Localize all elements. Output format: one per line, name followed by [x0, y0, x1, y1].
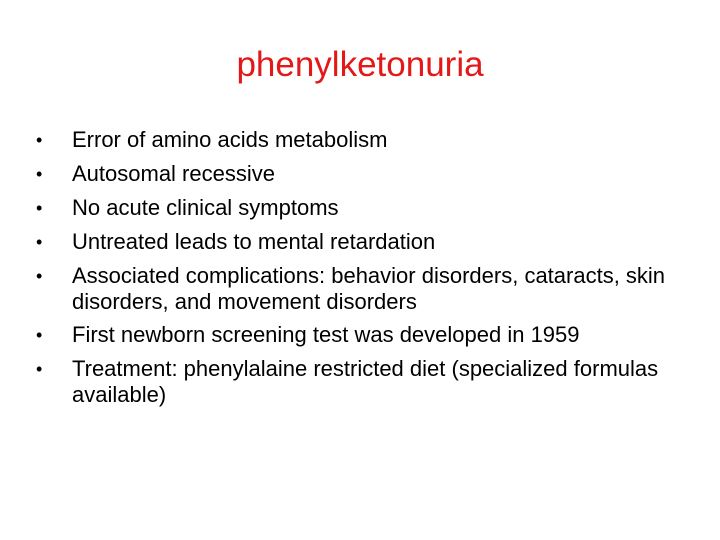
bullet-item: [36, 229, 684, 255]
slide-title: phenylketonuria: [236, 45, 484, 84]
bullet-text: Autosomal recessive: [72, 161, 275, 186]
bullet-dot-icon: •: [36, 359, 43, 379]
bullet-list: [36, 127, 684, 415]
bullet-item: [36, 195, 684, 221]
bullet-item: [36, 127, 684, 153]
bullet-text: First newborn screening test was developed in 1959: [72, 322, 580, 347]
bullet-item: [36, 263, 684, 315]
bullet-dot-icon: •: [36, 130, 43, 150]
bullet-item: [36, 322, 684, 348]
bullet-dot-icon: •: [36, 198, 43, 218]
bullet-item: [36, 161, 684, 187]
bullet-text: Error of amino acids metabolism: [72, 127, 388, 152]
bullet-text: No acute clinical symptoms: [72, 195, 339, 220]
bullet-item: [36, 356, 684, 408]
bullet-dot-icon: •: [36, 164, 43, 184]
bullet-text: Treatment: phenylalaine restricted diet (specialized formulas available): [72, 356, 659, 407]
bullet-dot-icon: •: [36, 266, 43, 286]
bullet-dot-icon: •: [36, 232, 43, 252]
bullet-text: Untreated leads to mental retardation: [72, 229, 436, 254]
bullet-text: Associated complications: behavior disorders, cataracts, skin disorders, and movement disorders: [72, 263, 666, 314]
bullet-dot-icon: •: [36, 325, 43, 345]
